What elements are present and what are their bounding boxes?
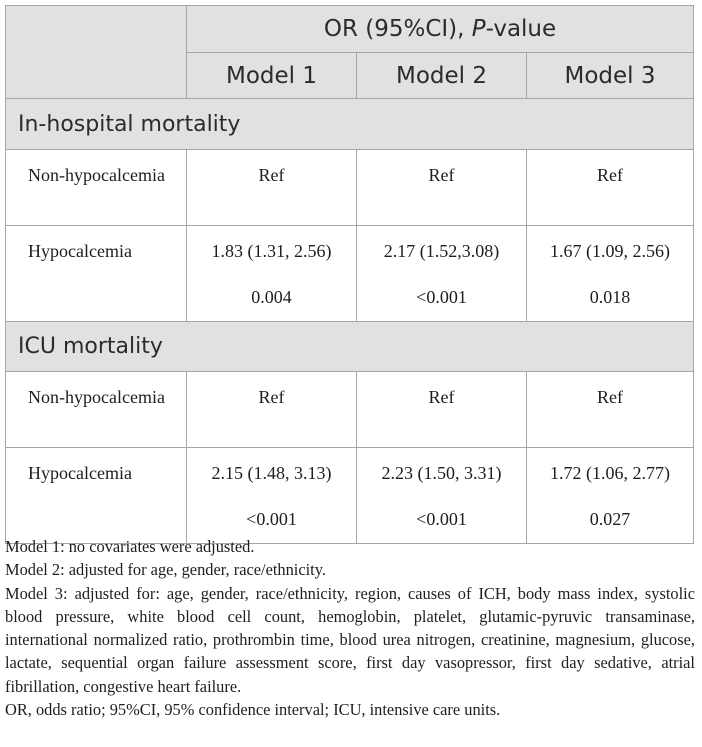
or-ci-label: OR (95%CI),	[323, 16, 472, 42]
table-row	[6, 150, 694, 226]
or-value: Ref	[428, 165, 455, 185]
or-value: Ref	[258, 387, 285, 407]
section-header-row	[6, 322, 694, 372]
table-row	[6, 372, 694, 448]
p-value: 0.027	[589, 509, 631, 529]
p-value: <0.001	[416, 287, 467, 307]
section-title: In-hospital mortality	[6, 99, 694, 150]
or-value: 2.23 (1.50, 3.31)	[381, 463, 502, 483]
or-cell	[187, 226, 357, 322]
row-label: Hypocalcemia	[6, 226, 187, 322]
table-row	[6, 226, 694, 322]
or-value: 1.83 (1.31, 2.56)	[211, 241, 332, 261]
or-value: 1.67 (1.09, 2.56)	[550, 241, 671, 261]
or-value: 2.17 (1.52,3.08)	[383, 241, 500, 261]
table-row	[6, 448, 694, 544]
or-cell	[527, 448, 694, 544]
p-value: 0.018	[589, 287, 631, 307]
or-cell	[187, 448, 357, 544]
header-row-1	[6, 6, 694, 53]
model-3-header: Model 3	[527, 53, 694, 99]
row-label: Hypocalcemia	[6, 448, 187, 544]
p-value: 0.004	[251, 287, 292, 307]
or-value: Ref	[597, 387, 624, 407]
or-cell	[357, 448, 527, 544]
or-value: Ref	[597, 165, 624, 185]
footnote-abbreviations: OR, odds ratio; 95%CI, 95% confidence interval; ICU, intensive care units.	[5, 700, 501, 720]
or-value: Ref	[428, 387, 455, 407]
or-cell	[527, 372, 694, 448]
footnote-model-1: Model 1: no covariates were adjusted.	[5, 537, 255, 556]
or-cell	[357, 372, 527, 448]
row-label: Non-hypocalcemia	[6, 150, 187, 226]
or-cell	[357, 150, 527, 226]
or-cell	[527, 226, 694, 322]
or-value: 1.72 (1.06, 2.77)	[550, 463, 671, 483]
p-value: <0.001	[246, 509, 297, 529]
or-cell	[187, 372, 357, 448]
results-table	[5, 5, 694, 544]
section-header-row	[6, 99, 694, 150]
model-2-header: Model 2	[357, 53, 527, 99]
or-ci-header	[187, 6, 694, 53]
or-cell	[187, 150, 357, 226]
or-value: 2.15 (1.48, 3.13)	[211, 463, 332, 483]
p-value: <0.001	[416, 509, 467, 529]
p-label: P	[471, 16, 486, 42]
table-footnotes	[5, 535, 695, 721]
or-cell	[357, 226, 527, 322]
model-1-header: Model 1	[187, 53, 357, 99]
header-corner	[6, 6, 187, 99]
footnote-model-3: Model 3: adjusted for: age, gender, race/ethnicity, region, causes of ICH, body mass index, systolic blood pressure, white blood cell count, hemoglobin, platelet, glutamic-pyruvic transaminase, international normalized ratio, prothrombin time, blood urea nitrogen, creatinine, magnesium, glucose, lactate, sequential organ failure assessment score, first day vasopressor, first day sedative, atrial fibrillation, congestive heart failure.	[5, 583, 695, 696]
row-label: Non-hypocalcemia	[6, 372, 187, 448]
or-value: Ref	[258, 165, 285, 185]
footnote-model-2: Model 2: adjusted for age, gender, race/ethnicity.	[5, 560, 326, 580]
value-label: -value	[485, 16, 557, 42]
or-cell	[527, 150, 694, 226]
section-title: ICU mortality	[6, 322, 694, 372]
